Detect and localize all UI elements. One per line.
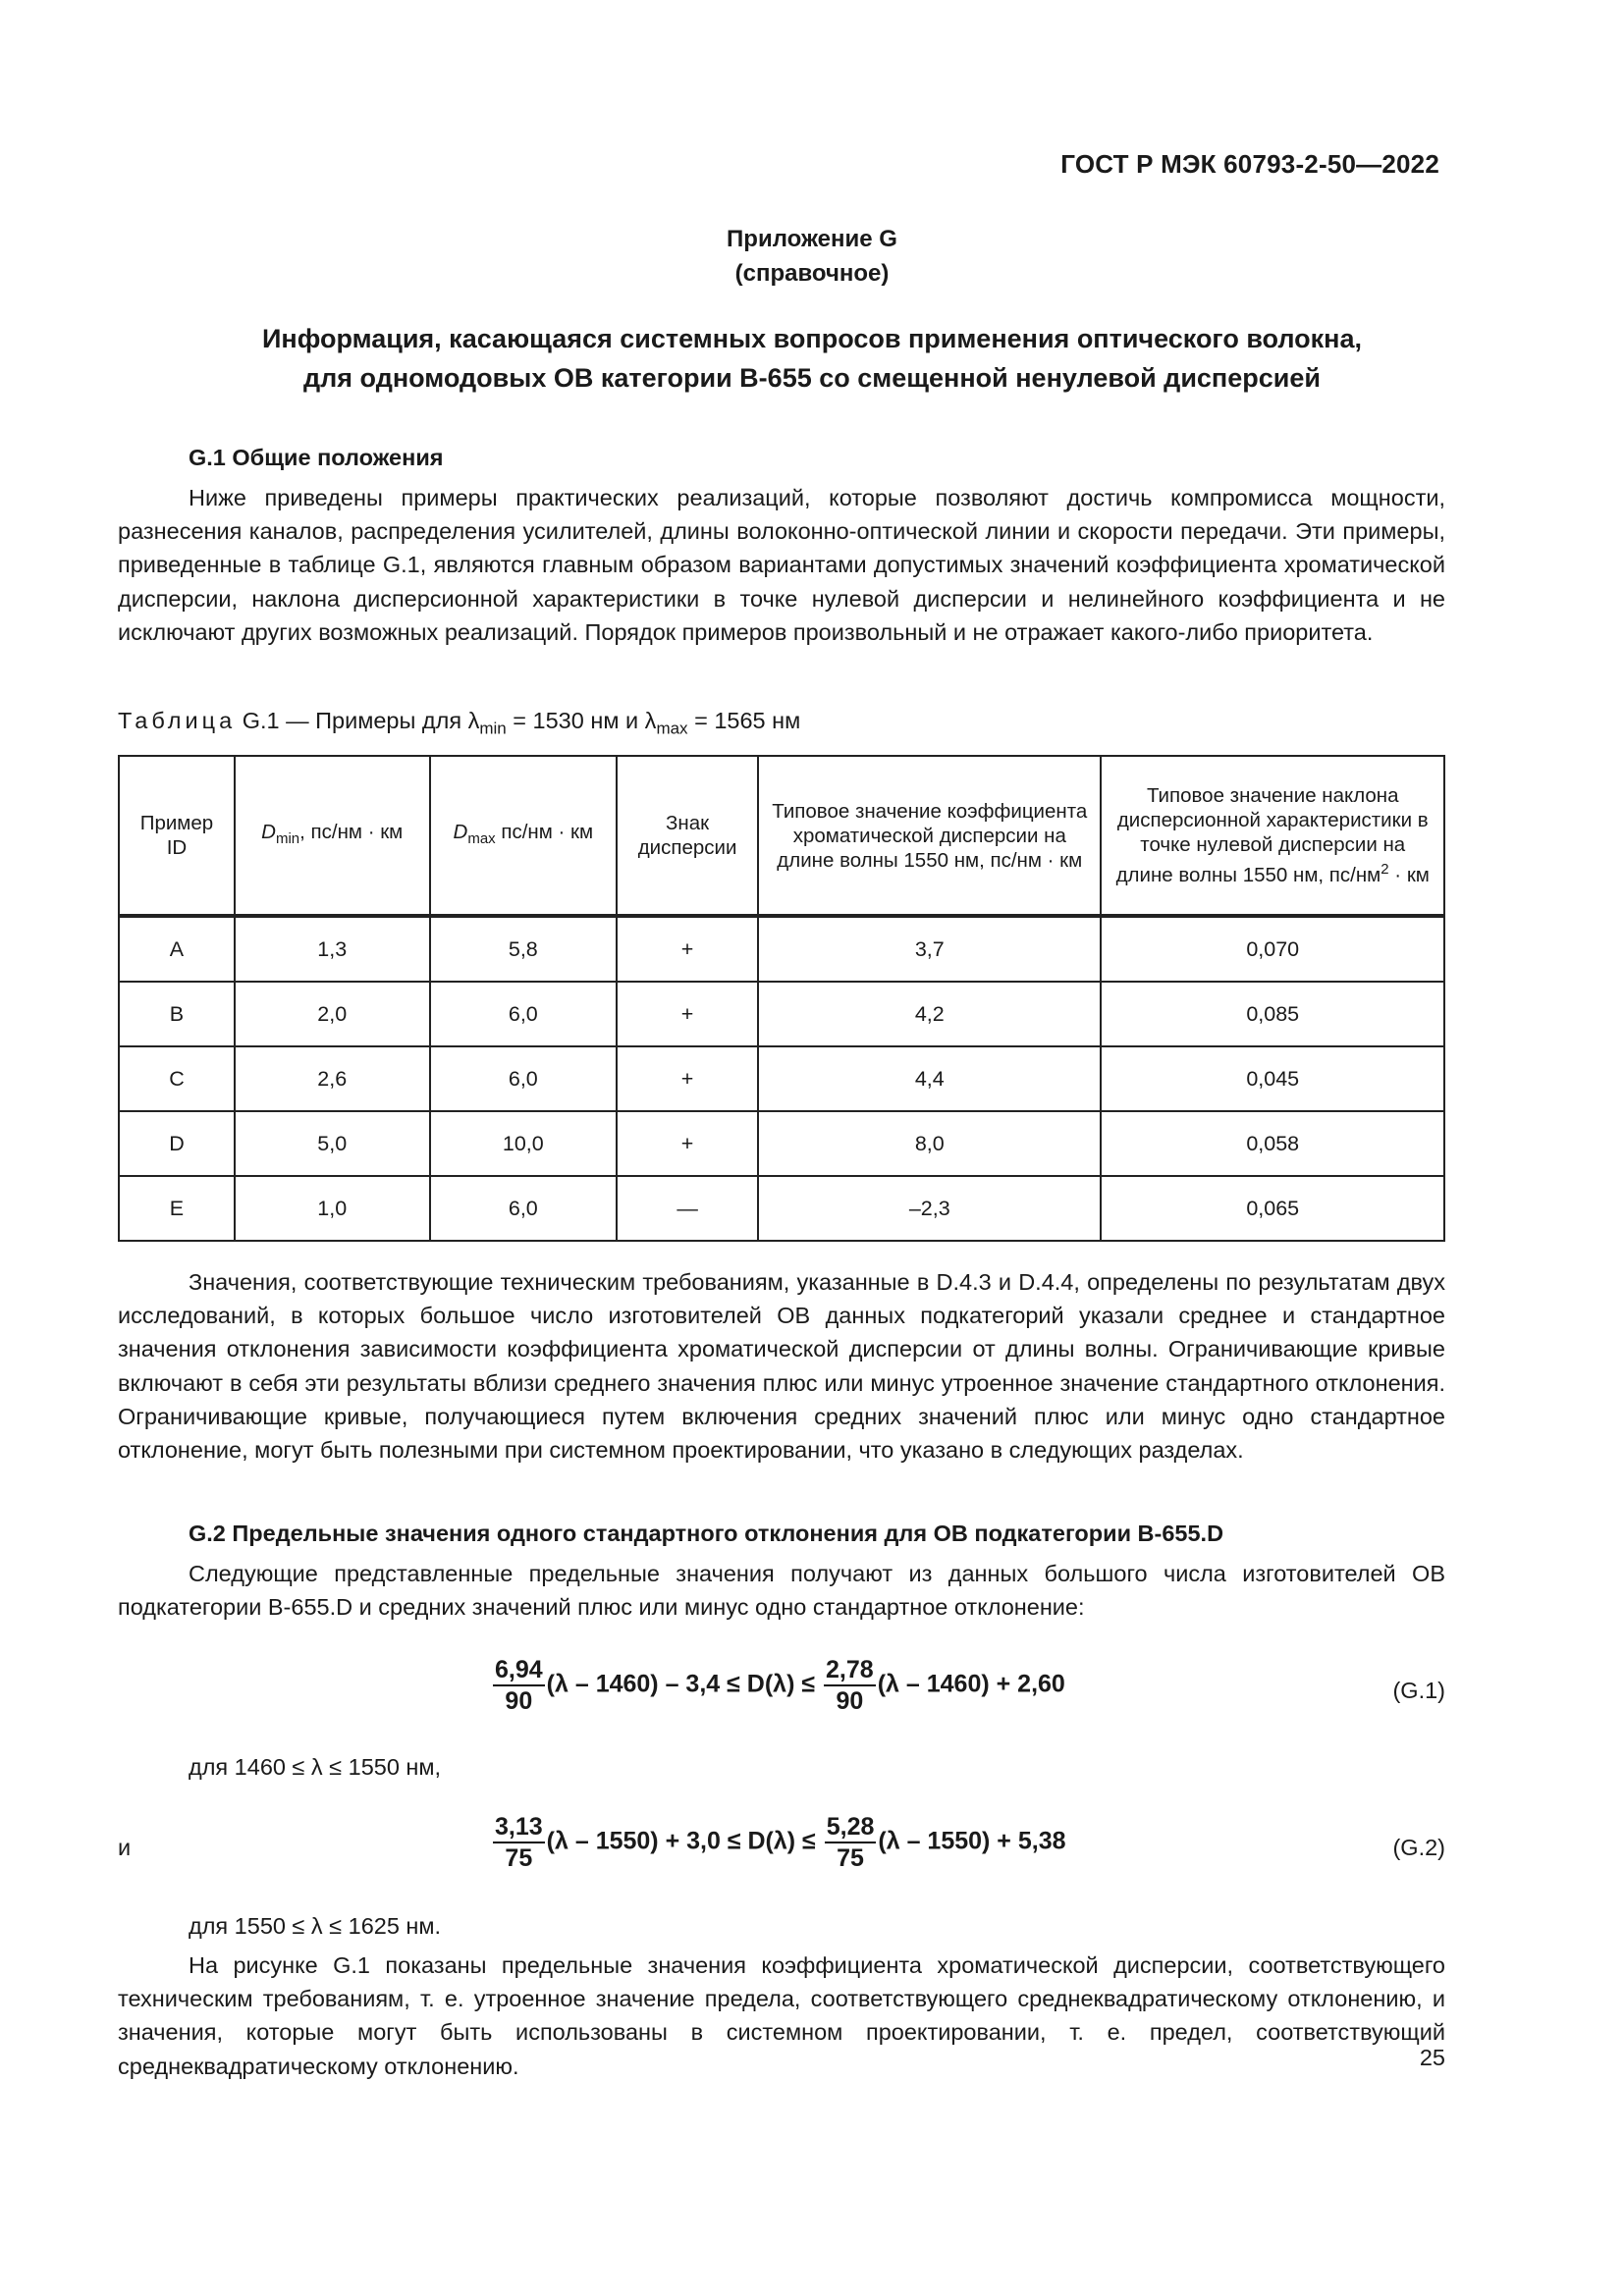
table-row (119, 1111, 1444, 1176)
section-g1-text: Ниже приведены примеры практических реализаций, которые позволяют достичь компромисса мощности, разнесения каналов, распределения усилителей, длины волоконно-оптической линии и скорости передачи. Эти примеры, приведенные в таблице G.1, являются главным образом вариантами допустимых значений коэффициента хроматической дисперсии, наклона дисперсионной характеристики в точке нулевой дисперсии и нелинейного коэффициента и не исключают других возможных реализаций. Порядок примеров произвольный и не отражает какого-либо приоритета. (118, 485, 1445, 645)
fraction-numerator: 3,13 (493, 1812, 545, 1843)
dmax-unit: пс/нм · км (495, 820, 594, 843)
formula-g1-middle: (λ – 1460) – 3,4 ≤ D(λ) ≤ (546, 1670, 823, 1698)
cell-dmax: 6,0 (430, 1176, 618, 1241)
formula-g1-condition: для 1460 ≤ λ ≤ 1550 нм, (189, 1754, 442, 1780)
formula-g1 (491, 1655, 1080, 1734)
cell-dmax: 10,0 (430, 1111, 618, 1176)
fraction-numerator: 6,94 (493, 1655, 545, 1686)
cell-dmin: 5,0 (235, 1111, 430, 1176)
fraction-numerator: 5,28 (825, 1812, 877, 1843)
dmax-symbol: D (453, 820, 468, 843)
cell-id: C (119, 1046, 235, 1111)
table-row (119, 1046, 1444, 1111)
figure-reference-text: На рисунке G.1 показаны предельные значения коэффициента хроматической дисперсии, соответствующего техническим требованиям, т. е. утроенное значение предела, соответствующего среднеквадратическому отклонению, и значения, которые могут быть использованы в системном проектировании, т. е. предел, соответствующий среднеквадратическому отклонению. (118, 1952, 1445, 2079)
lambda-max-sub: max (656, 719, 688, 738)
col-header-id: Пример ID (119, 756, 235, 916)
cell-sign: + (617, 1046, 758, 1111)
cell-slope: 0,070 (1101, 916, 1444, 982)
slope-header-text: Типовое значение наклона дисперсионной характеристики в точке нулевой дисперсии на длине волны 1550 нм, пс/нм (1115, 784, 1429, 886)
lambda-min-sub: min (479, 719, 507, 738)
cell-dmax: 6,0 (430, 1046, 618, 1111)
annex-title: Приложение G (727, 226, 897, 252)
formula-g1-label: (G.1) (1392, 1678, 1445, 1703)
examples-table (118, 755, 1445, 1242)
formula-g2-tail: (λ – 1550) + 5,38 (878, 1827, 1066, 1855)
table-caption-mid: = 1530 нм и λ (506, 708, 657, 733)
cell-typical: 4,4 (758, 1046, 1101, 1111)
table-caption-text: G.1 — Примеры для λ (242, 708, 480, 733)
annex-heading (118, 319, 1506, 398)
section-g2-title: G.2 Предельные значения одного стандартного отклонения для ОВ подкатегории В-655.D (189, 1521, 1224, 1546)
table-row (119, 916, 1444, 982)
section-g2-text: Следующие представленные предельные значения получают из данных большого числа изготовителей ОВ подкатегории В-655.D и средних значений плюс или минус одно стандартное отклонение: (118, 1561, 1445, 1621)
formula-g2-fraction-left (493, 1812, 545, 1873)
dmin-sub: min (275, 830, 300, 848)
formula-g1-fraction-left (493, 1655, 545, 1716)
section-g1-paragraph (118, 481, 1445, 649)
fraction-numerator: 2,78 (824, 1655, 876, 1686)
cell-slope: 0,085 (1101, 982, 1444, 1046)
formula-g2 (491, 1812, 1080, 1891)
formula-g2-middle: (λ – 1550) + 3,0 ≤ D(λ) ≤ (546, 1827, 823, 1855)
col-header-sign: Знак дисперсии (617, 756, 758, 916)
standard-code: ГОСТ Р МЭК 60793-2-50—2022 (1060, 149, 1439, 179)
table-header-row (119, 756, 1444, 916)
table-row (119, 1176, 1444, 1241)
table-row (119, 982, 1444, 1046)
table-caption (118, 708, 800, 739)
cell-id: B (119, 982, 235, 1046)
section-g2-paragraph (118, 1557, 1445, 1624)
cell-id: E (119, 1176, 235, 1241)
page-number: 25 (1419, 2045, 1445, 2070)
formula-g1-fraction-right (824, 1655, 876, 1716)
dmax-sub: max (467, 830, 496, 848)
cell-slope: 0,045 (1101, 1046, 1444, 1111)
col-header-dmin (235, 756, 430, 916)
cell-sign: + (617, 982, 758, 1046)
cell-dmin: 2,0 (235, 982, 430, 1046)
fraction-denominator: 75 (505, 1844, 533, 1872)
cell-typical: –2,3 (758, 1176, 1101, 1241)
formula-g2-fraction-right (825, 1812, 877, 1873)
annex-type: (справочное) (734, 260, 890, 287)
cell-sign: + (617, 916, 758, 982)
fraction-denominator: 90 (836, 1687, 864, 1715)
col-header-typical-slope (1101, 756, 1444, 916)
cell-typical: 4,2 (758, 982, 1101, 1046)
figure-reference-paragraph (118, 1949, 1445, 2083)
results-text: Значения, соответствующие техническим требованиям, указанные в D.4.3 и D.4.4, определены по результатам двух исследований, в которых большое число изготовителей ОВ данных подкатегорий указали среднее и стандартное значения отклонения зависимости коэффициента хроматической дисперсии от длины волны. Ограничивающие кривые включают в себя эти результаты вблизи среднего значения плюс или минус утроенное значение стандартного отклонения. Ограничивающие кривые, получающиеся путем включения средних значений плюс или минус одно стандартное отклонение, могут быть полезными при системном проектировании, что указано в следующих разделах. (118, 1269, 1445, 1464)
cell-id: D (119, 1111, 235, 1176)
formula-g2-label: (G.2) (1392, 1835, 1445, 1860)
annex-heading-line-2: для одномодовых ОВ категории В-655 со смещенной ненулевой дисперсией (303, 363, 1321, 393)
section-g1-title: G.1 Общие положения (189, 445, 444, 470)
annex-heading-line-1: Информация, касающаяся системных вопросов применения оптического волокна, (261, 324, 1363, 353)
table-caption-word: Таблица (118, 708, 237, 733)
results-paragraph (118, 1265, 1445, 1467)
cell-slope: 0,065 (1101, 1176, 1444, 1241)
dmin-unit: , пс/нм · км (299, 820, 404, 843)
cell-sign: + (617, 1111, 758, 1176)
cell-dmin: 1,0 (235, 1176, 430, 1241)
formula-g2-condition: для 1550 ≤ λ ≤ 1625 нм. (189, 1913, 442, 1939)
cell-slope: 0,058 (1101, 1111, 1444, 1176)
table-caption-end: = 1565 нм (687, 708, 801, 733)
cell-dmin: 1,3 (235, 916, 430, 982)
col-header-dmax (430, 756, 618, 916)
cell-dmin: 2,6 (235, 1046, 430, 1111)
cell-dmax: 5,8 (430, 916, 618, 982)
cell-id: A (119, 916, 235, 982)
dmin-symbol: D (261, 820, 276, 843)
cell-sign: — (617, 1176, 758, 1241)
cell-dmax: 6,0 (430, 982, 618, 1046)
fraction-denominator: 90 (505, 1687, 533, 1715)
formula-g1-tail: (λ – 1460) + 2,60 (877, 1670, 1065, 1698)
col-header-typical-coef: Типовое значение коэффициента хроматической дисперсии на длине волны 1550 нм, пс/нм · км (758, 756, 1101, 916)
cell-typical: 8,0 (758, 1111, 1101, 1176)
slope-header-sup: 2 (1380, 861, 1389, 879)
cell-typical: 3,7 (758, 916, 1101, 982)
slope-header-end: · км (1388, 863, 1430, 886)
conjunction: и (118, 1835, 132, 1860)
fraction-denominator: 75 (837, 1844, 864, 1872)
